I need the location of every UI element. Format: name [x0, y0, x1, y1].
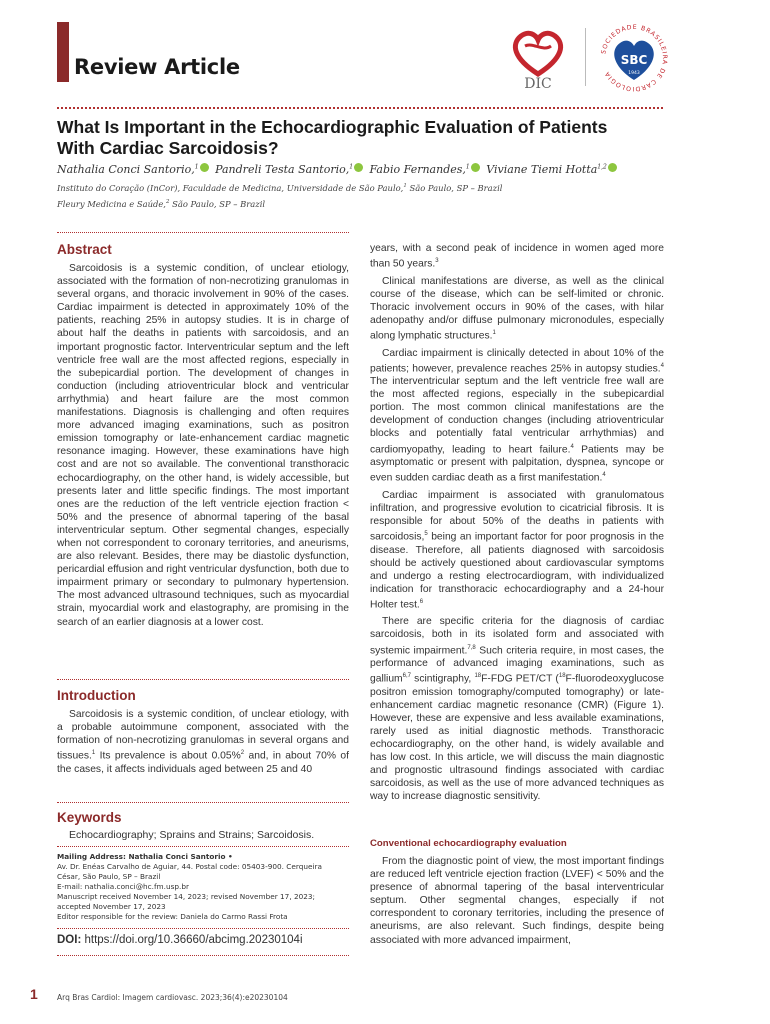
introduction-text: [57, 708, 349, 776]
keywords-text: Echocardiography; Sprains and Strains; Sarcoidosis.: [69, 829, 315, 841]
affiliation-2-text: Fleury Medicina e Saúde,: [57, 199, 166, 209]
p3-text-a: Cardiac impairment is clinically detected in about 10% of the patients; however, prevalence reaches 25% in autopsy studies.: [370, 347, 664, 375]
footer-citation: Arq Bras Cardiol: Imagem cardiovasc. 2023;36(4):e20230104: [57, 993, 288, 1002]
author-name: Pandreli Testa Santorio,: [215, 163, 350, 176]
mailing-divider: [57, 846, 349, 847]
affiliation-1-text: Instituto do Coração (InCor), Faculdade de Medicina, Universidade de São Paulo,: [57, 183, 404, 193]
doi-bottom-divider: [57, 955, 349, 956]
subsection-heading: Conventional echocardiography evaluation: [370, 838, 567, 849]
keywords-divider: [57, 802, 349, 803]
abstract-text: Sarcoidosis is a systemic condition, of unclear etiology, associated with the formation of non-necrotizing granulomas in several organs, and thoracic involvement in 90% of the cases. Cardiac impairment is detected in approximately 10% of the patients, reaching 25% in autopsy studies. It is in charge of about half the deaths in patients with sarcoidosis, and an important prognostic factor. Interventricular septum and the left ventricle free wall are the most affected regions, especially in the subepicardial portion. The development of changes in conduction (including atrioventricular block and ventricular arrhythmia) and heart failure are the most common manifestations. Diagnosis is challenging and often requires more advanced imaging examinations, such as positron emission tomography or late-enhancement cardiac magnetic resonance imaging. However, these examinations have high cost and are not so available. The conventional transthoracic echocardiography, on the other hand, is widely accessible, but presents later and little specific findings. The most important ones are the reduction of the left ventricle ejection fraction < 50% and the presence of abnormal tapering of the basal interventricular septum. Other segmental changes, especially when not correspondent to coronary territories, and aneurisms, are also relevant. Besides, there may be diastolic dysfunction, pericardial effusion and right ventricular dysfunction, both due to impairment primary or secondary to pulmonary hypertension. The most advanced ultrasound techniques, such as myocardial strain, myocardial work and elastography, are promising in the search of an earlier diagnosis at a lower cost.: [57, 263, 349, 628]
mailing-address: [57, 852, 349, 922]
affiliation-2: [57, 199, 265, 209]
p5-text-e: F-fluorodeoxyglucose positron emission tomography/computed tomography) or late-enhancement cardiac magnetic resonance (CMR) (Figure 1). However, these are expensive and less available examinations, rarely used as initial diagnostic methods. Transthoracic echocardiography, on the other hand, is widely available and has low cost. In this article, we will discuss the main diagnostic and prognostic ultrasound findings associated with cardiac sarcoidosis, as well as the use of more advanced techniques as way to increase diagnostic sensitivity.: [370, 673, 664, 803]
affiliation-1: [57, 183, 502, 193]
intro-text-b: Its prevalence is about 0.05%: [95, 750, 241, 762]
dic-logo: [503, 22, 573, 92]
keywords-heading: Keywords: [57, 810, 122, 825]
paragraph-2: [370, 275, 664, 343]
mailing-header: [57, 852, 349, 862]
abstract-divider: [57, 232, 349, 233]
article-title: [57, 117, 677, 159]
isotope-sup: 18: [474, 673, 482, 680]
p5-text-a: There are specific criteria for the diagnosis of cardiac sarcoidosis, both in its isolated form and associated with systemic impairment.: [370, 616, 664, 656]
article-title-line2: With Cardiac Sarcoidosis?: [57, 138, 279, 158]
author-affil-sup: 1: [194, 163, 199, 171]
author-list: [57, 163, 620, 176]
introduction-heading: Introduction: [57, 688, 136, 703]
sbc-logo-text: SBC: [620, 53, 648, 67]
affiliation-1-sup: 1: [403, 183, 407, 190]
p4-text-b: being an important factor for poor prognosis in the disease. Therefore, all patients diagnosed with sarcoidosis should be actively questioned about cardiovascular symptoms and undergo a resting electrocardiogram, with individualized indication for transthoracic echocardiography and a 24-hour Holter test.: [370, 531, 664, 611]
citation-sup: 3: [435, 258, 439, 265]
article-title-line1: What Is Important in the Echocardiographic Evaluation of Patients: [57, 117, 608, 137]
paragraph-1: [370, 242, 664, 271]
conventional-echo-body: [370, 855, 664, 951]
citation-sup: 1: [91, 750, 96, 757]
citation-sup: 4: [570, 443, 574, 450]
intro-text-c: and, in about 70% of the cases, it affects individuals aged between 25 and 40: [57, 750, 350, 775]
mailing-email[interactable]: E-mail: nathalia.conci@hc.fm.usp.br: [57, 882, 189, 891]
author-name: Fabio Fernandes,: [369, 163, 466, 176]
mailing-name: Nathalia Conci Santorio •: [125, 852, 233, 861]
citation-sup: 1: [492, 329, 496, 336]
orcid-icon[interactable]: [608, 163, 617, 172]
doi-line: [57, 934, 303, 946]
citation-sup: 4: [602, 472, 606, 479]
author-affil-sup: 1: [465, 163, 470, 171]
doi-divider: [57, 928, 349, 929]
introduction-body: [57, 708, 349, 780]
orcid-icon[interactable]: [471, 163, 480, 172]
p3-text-b: The interventricular septum and the left ventricle free wall are the most affected regions, especially in the subepicardial portion. The most common clinical manifestations are the development of conduction changes (including atrioventricular blocks and potentially fatal ventricular arrhythmias) and cardiomyopathy, leading to heart failure.: [370, 376, 664, 455]
affiliation-1-tail: São Paulo, SP – Brazil: [406, 183, 503, 193]
abstract-body: [57, 262, 349, 633]
p5-text-b: Such criteria require, in most cases, the performance of advanced imaging examinations, such as gallium: [370, 645, 664, 685]
author-name: Viviane Tiemi Hotta: [486, 163, 598, 176]
dic-logo-text: DIC: [524, 76, 552, 92]
sbc-logo: [596, 20, 672, 96]
paragraph-5: [370, 615, 664, 803]
manuscript-received: Manuscript received November 14, 2023; revised November 17, 2023;: [57, 892, 315, 901]
mailing-address-line2: César, São Paulo, SP – Brazil: [57, 872, 161, 881]
abstract-heading: Abstract: [57, 242, 112, 257]
paragraph-4: [370, 489, 664, 612]
p3-text-c: Patients may be asymptomatic or present with palpitation, dyspnea, syncope or even sudden cardiac death as a first manifestation.: [370, 444, 664, 484]
sbc-ring-text: SOCIEDADE BRASILEIRA DE CARDIOLOGIA: [600, 23, 669, 93]
mailing-label: Mailing Address:: [57, 852, 126, 861]
introduction-divider: [57, 679, 349, 680]
paragraph-3: [370, 347, 664, 485]
intro-text-a: Sarcoidosis is a systemic condition, of unclear etiology, with a probable autoimmune component, associated with the formation of non-necrotizing granulomas in several organs and tissues.: [57, 709, 349, 762]
page-number: 1: [30, 986, 38, 1002]
p4-text-a: Cardiac impairment is associated with granulomatous infiltration, and progressive evolution to cicatricial fibrosis. It is responsible for about 50% of the deaths in patients with sarcoidosis,: [370, 489, 664, 543]
doi-label: DOI:: [57, 934, 82, 946]
p5-text-d: F-FDG PET/CT (: [481, 673, 559, 685]
logo-separator: [585, 28, 586, 86]
isotope-sup: 18: [558, 673, 566, 680]
citation-sup: 7,8: [467, 644, 476, 651]
author-name: Nathalia Conci Santorio,: [57, 163, 195, 176]
article-type: Review Article: [74, 55, 240, 79]
citation-sup: 5: [424, 530, 428, 537]
author-affil-sup: 1: [349, 163, 354, 171]
affiliation-2-tail: São Paulo, SP – Brazil: [169, 199, 266, 209]
paragraph-6: From the diagnostic point of view, the most important findings are reduced left ventricle ejection fraction (LVEF) < 50% and the presence of abnormal tapering of the basal interventricular septum. Other segmental changes, especially if not correspondent to coronary territories, including the presence of aneurisms, are also relevant. Such findings, despite being associated with more advanced impairment,: [370, 856, 664, 946]
header-divider: [57, 107, 663, 109]
p2-text: Clinical manifestations are diverse, as well as the clinical course of the disease, which can be self-limited or chronic. Thoracic involvement occurs in 90% of the cases, with hilar adenopathy and/or diffuse pulmonary micronodules, especially along lymphatic structures.: [370, 275, 664, 342]
mailing-address-line1: Av. Dr. Enéas Carvalho de Aguiar, 44. Postal code: 05403-900. Cerqueira: [57, 862, 322, 871]
citation-sup: 6,7: [402, 673, 411, 680]
affiliation-2-sup: 2: [165, 199, 170, 206]
orcid-icon[interactable]: [354, 163, 363, 172]
header-accent-bar: [57, 22, 69, 82]
doi-link[interactable]: https://doi.org/10.36660/abcimg.20230104i: [81, 934, 303, 946]
orcid-icon[interactable]: [200, 163, 209, 172]
sbc-logo-year: 1943: [628, 71, 640, 76]
citation-sup: 2: [240, 750, 245, 757]
author-affil-sup: 1,2: [597, 163, 607, 171]
manuscript-accepted: accepted November 17, 2023: [57, 902, 166, 911]
p1-text: years, with a second peak of incidence in women aged more than 50 years.: [370, 243, 664, 270]
p5-text-c: scintigraphy,: [410, 673, 475, 685]
editor-responsible: Editor responsible for the review: Daniela do Carmo Rassi Frota: [57, 912, 288, 921]
right-column-body: [370, 242, 664, 808]
citation-sup: 6: [419, 598, 424, 605]
citation-sup: 4: [660, 362, 664, 369]
